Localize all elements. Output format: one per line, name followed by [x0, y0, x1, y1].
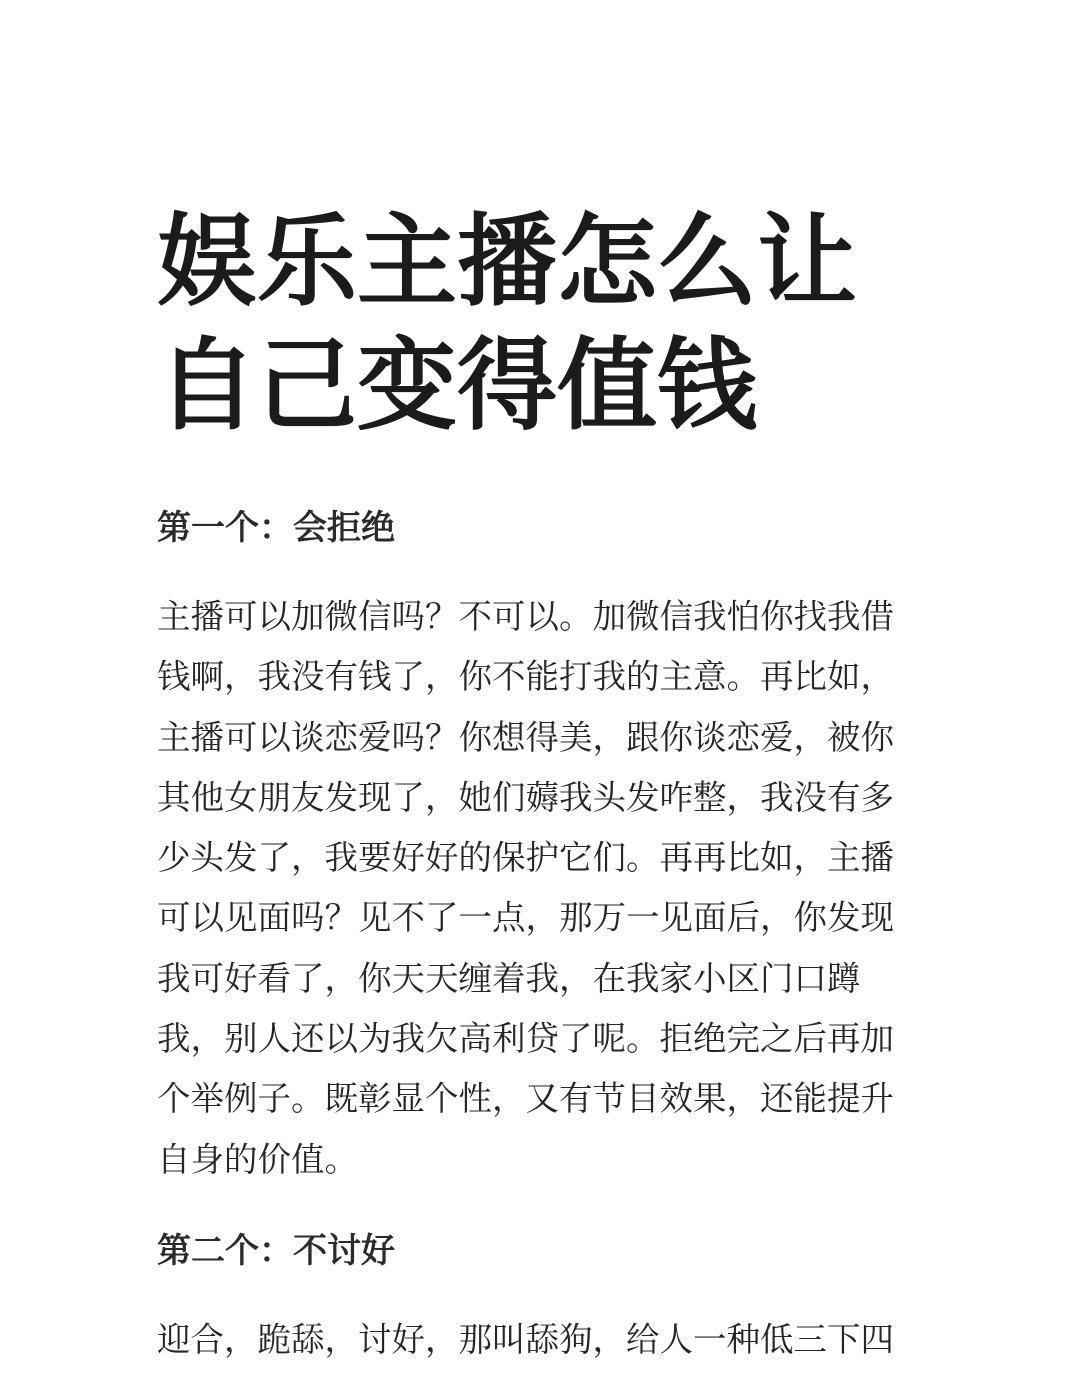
- paragraph-line: 少头发了，我要好好的保护它们。再再比如，主播: [157, 838, 894, 878]
- paragraph-line: 钱啊，我没有钱了，你不能打我的主意。再比如，: [157, 657, 894, 697]
- paragraph-line: 我，别人还以为我欠高利贷了呢。拒绝完之后再加: [157, 1019, 894, 1059]
- paragraph-line: 可以见面吗？见不了一点，那万一见面后，你发现: [157, 898, 894, 938]
- article-title: [157, 200, 937, 448]
- paragraph-line: 个举例子。既彰显个性，又有节目效果，还能提升: [157, 1079, 894, 1119]
- section-heading: 第一个：会拒绝: [157, 508, 395, 548]
- paragraph-line: 其他女朋友发现了，她们薅我头发咋整，我没有多: [157, 777, 894, 817]
- title-line: 娱乐主播怎么让: [157, 203, 857, 320]
- paragraph-line: 主播可以加微信吗？不可以。加微信我怕你找我借: [157, 597, 894, 636]
- article-page: [157, 0, 937, 1394]
- paragraph-line: 自身的价值。: [157, 1139, 358, 1179]
- title-line: 自己变得值钱: [157, 327, 757, 444]
- section-paragraph: [157, 587, 927, 1190]
- section-paragraph: [157, 1310, 927, 1370]
- section-heading: 第二个：不讨好: [157, 1231, 395, 1271]
- paragraph-line: 主播可以谈恋爱吗？你想得美，跟你谈恋爱，被你: [157, 717, 894, 757]
- paragraph-line: 迎合，跪舔，讨好，那叫舔狗，给人一种低三下四: [157, 1320, 894, 1359]
- paragraph-line: 我可好看了，你天天缠着我，在我家小区门口蹲: [157, 958, 861, 998]
